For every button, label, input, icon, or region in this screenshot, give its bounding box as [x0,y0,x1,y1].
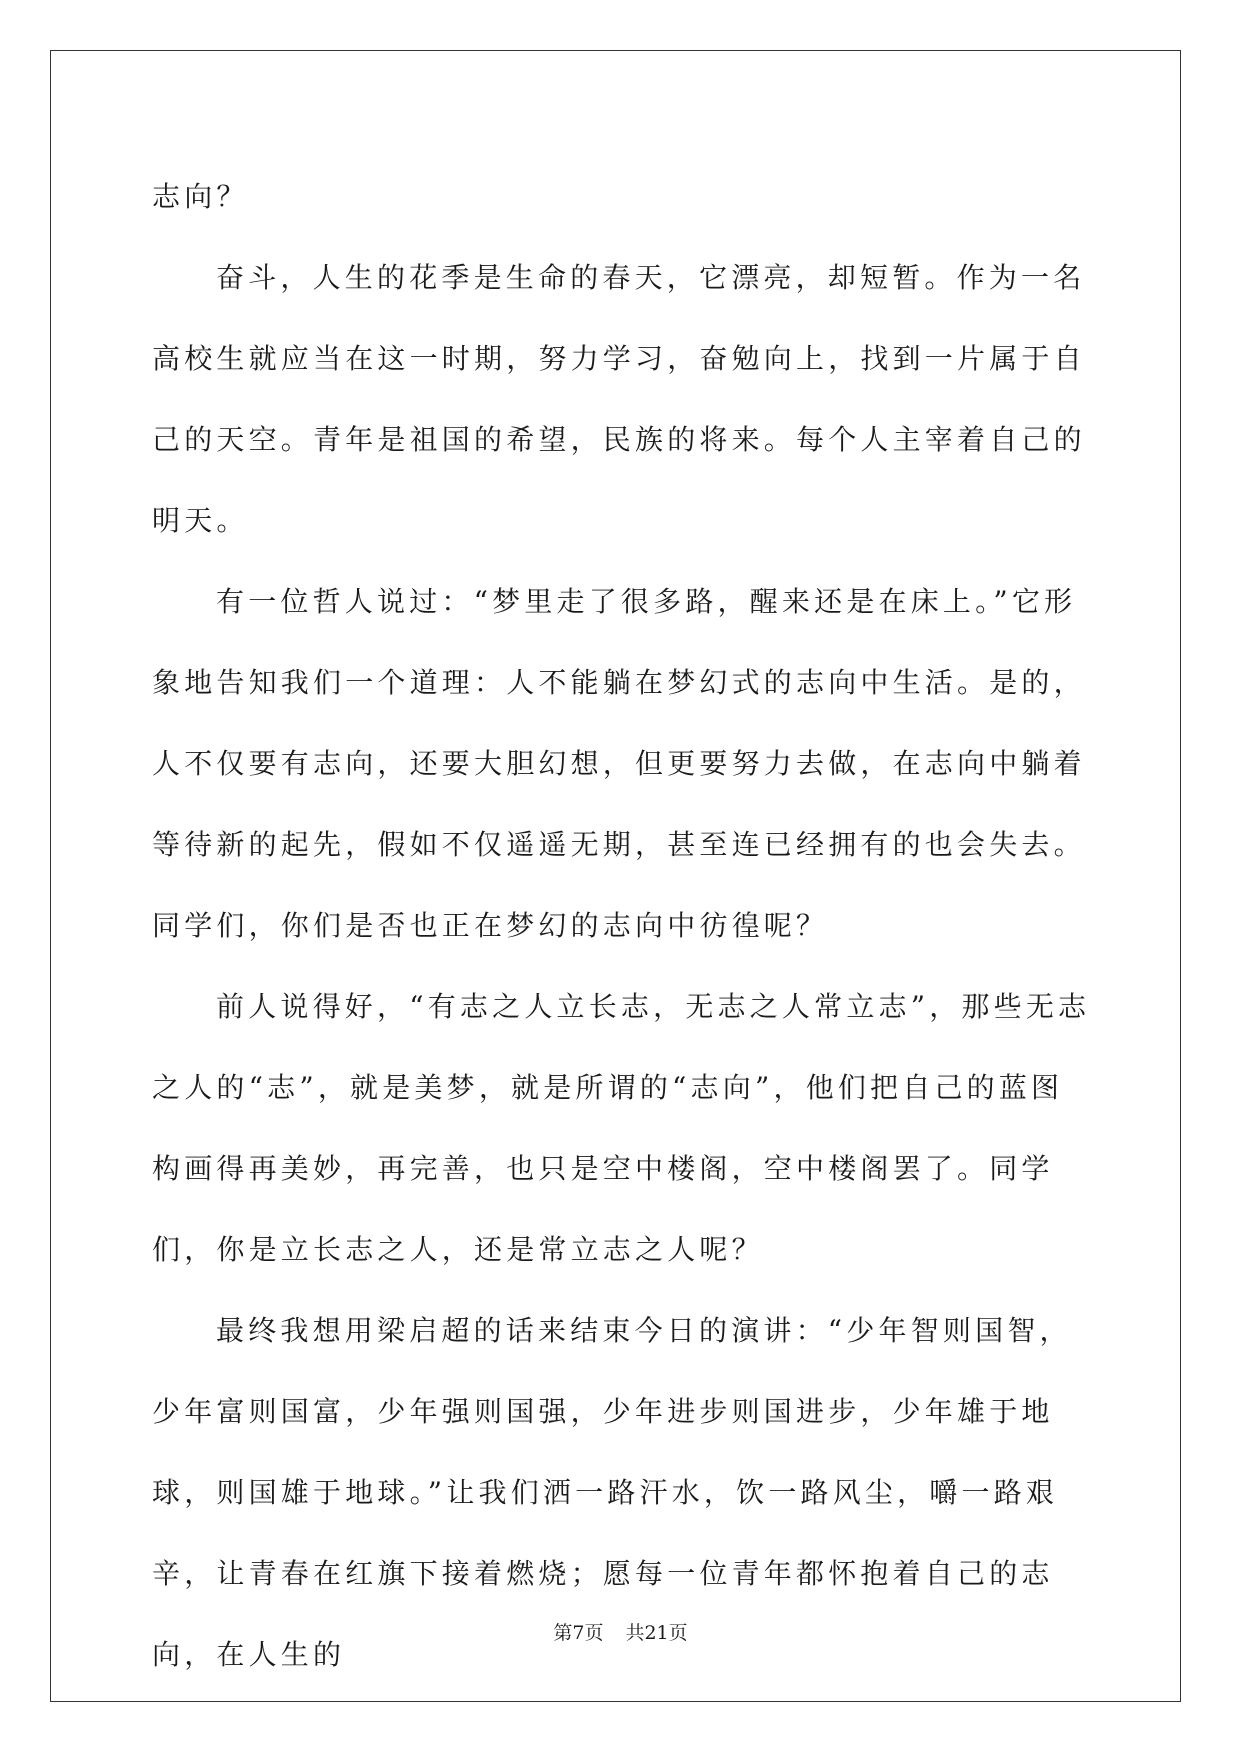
paragraph-5: 最终我想用梁启超的话来结束今日的演讲：“少年智则国智，少年富则国富，少年强则国强，少年进步则国进步，少年雄于地球，则国雄于地球。”让我们洒一路汗水，饮一路风尘，嚼一路艰辛，让青春在红旗下接着燃烧；愿每一位青年都怀抱着自己的志向，在人生的 [152,1314,1072,1671]
current-page-label: 第7页 [553,1622,604,1644]
page-footer [0,1618,1241,1645]
paragraph-1: 志向？ [152,180,249,213]
paragraph-4: 前人说得好，“有志之人立长志，无志之人常立志”，那些无志之人的“志”，就是美梦，就是所谓的“志向”，他们把自己的蓝图构画得再美妙，再完善，也只是空中楼阁，空中楼阁罢了。同学们，你是立长志之人，还是常立志之人呢？ [152,990,1091,1266]
total-pages-label: 共21页 [625,1622,688,1644]
document-body [152,156,1092,1695]
paragraph-3: 有一位哲人说过：“梦里走了很多路，醒来还是在床上。”它形象地告知我们一个道理：人不能躺在梦幻式的志向中生活。是的，人不仅要有志向，还要大胆幻想，但更要努力去做，在志向中躺着等待新的起先，假如不仅遥遥无期，甚至连已经拥有的也会失去。同学们，你们是否也正在梦幻的志向中彷徨呢？ [152,585,1086,942]
paragraph-2: 奋斗，人生的花季是生命的春天，它漂亮，却短暂。作为一名高校生就应当在这一时期，努力学习，奋勉向上，找到一片属于自己的天空。青年是祖国的希望，民族的将来。每个人主宰着自己的明天。 [152,261,1086,537]
